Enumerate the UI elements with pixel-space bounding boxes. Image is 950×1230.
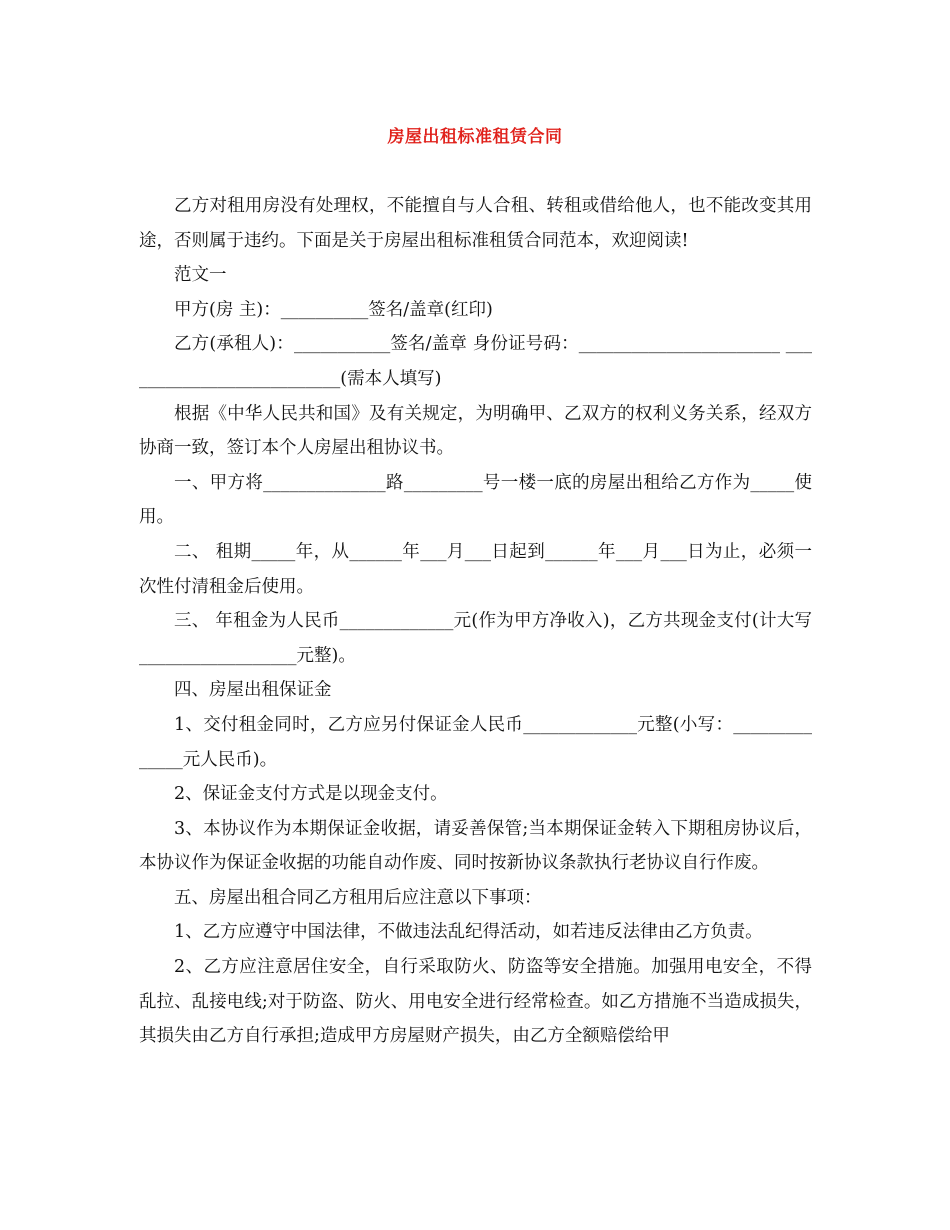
paragraph-clause-3: 三、 年租金为人民币_____________元(作为甲方净收入)，乙方共现金支付(计大写__________________元整)。 bbox=[139, 611, 812, 666]
paragraph-intro: 乙方对租用房没有处理权，不能擅自与人合租、转租或借给他人，也不能改变其用途，否则属于违约。下面是关于房屋出租标准租赁合同范本，欢迎阅读! bbox=[139, 196, 812, 251]
paragraph-deposit-1: 1、交付租金同时，乙方应另付保证金人民币_____________元整(小写：______________元人民币)。 bbox=[139, 714, 812, 770]
paragraph-sample-heading: 范文一 bbox=[174, 265, 227, 286]
paragraph-deposit-2: 2、保证金支付方式是以现金支付。 bbox=[174, 784, 448, 805]
paragraph-notice-1: 1、乙方应遵守中国法律，不做违法乱纪得活动，如若违反法律由乙方负责。 bbox=[174, 922, 763, 943]
paragraph-basis: 根据《中华人民共和国》及有关规定，为明确甲、乙双方的权利义务关系，经双方协商一致，签订本个人房屋出租协议书。 bbox=[139, 403, 812, 459]
paragraph-notice-2: 2、乙方应注意居住安全，自行采取防火、防盗等安全措施。加强用电安全，不得乱拉、乱接电线;对于防盗、防火、用电安全进行经常检查。如乙方措施不当造成损失，其损失由乙方自行承担;造成甲方房屋财产损失，由乙方全额赔偿给甲 bbox=[139, 957, 812, 1047]
paragraph-party-b: 乙方(承租人)：___________签名/盖章 身份证号码：_______________________ __________________________(需本人填写) bbox=[139, 334, 812, 389]
paragraph-deposit-3: 3、本协议作为本期保证金收据，请妥善保管;当本期保证金转入下期租房协议后，本协议作为保证金收据的功能自动作废、同时按新协议条款执行老协议自行作废。 bbox=[139, 818, 812, 874]
paragraph-clause-4-heading: 四、房屋出租保证金 bbox=[174, 680, 332, 701]
paragraph-clause-2: 二、 租期_____年，从______年___月___日起到______年___月___日为止，必须一次性付清租金后使用。 bbox=[139, 541, 812, 597]
document-body bbox=[139, 189, 812, 1054]
paragraph-party-a: 甲方(房 主)：__________签名/盖章(红印) bbox=[174, 299, 493, 320]
document-title: 房屋出租标准租赁合同 bbox=[387, 127, 563, 147]
paragraph-clause-1: 一、甲方将______________路_________号一楼一底的房屋出租给乙方作为_____使用。 bbox=[139, 472, 812, 528]
paragraph-clause-5-heading: 五、房屋出租合同乙方租用后应注意以下事项： bbox=[174, 887, 542, 908]
